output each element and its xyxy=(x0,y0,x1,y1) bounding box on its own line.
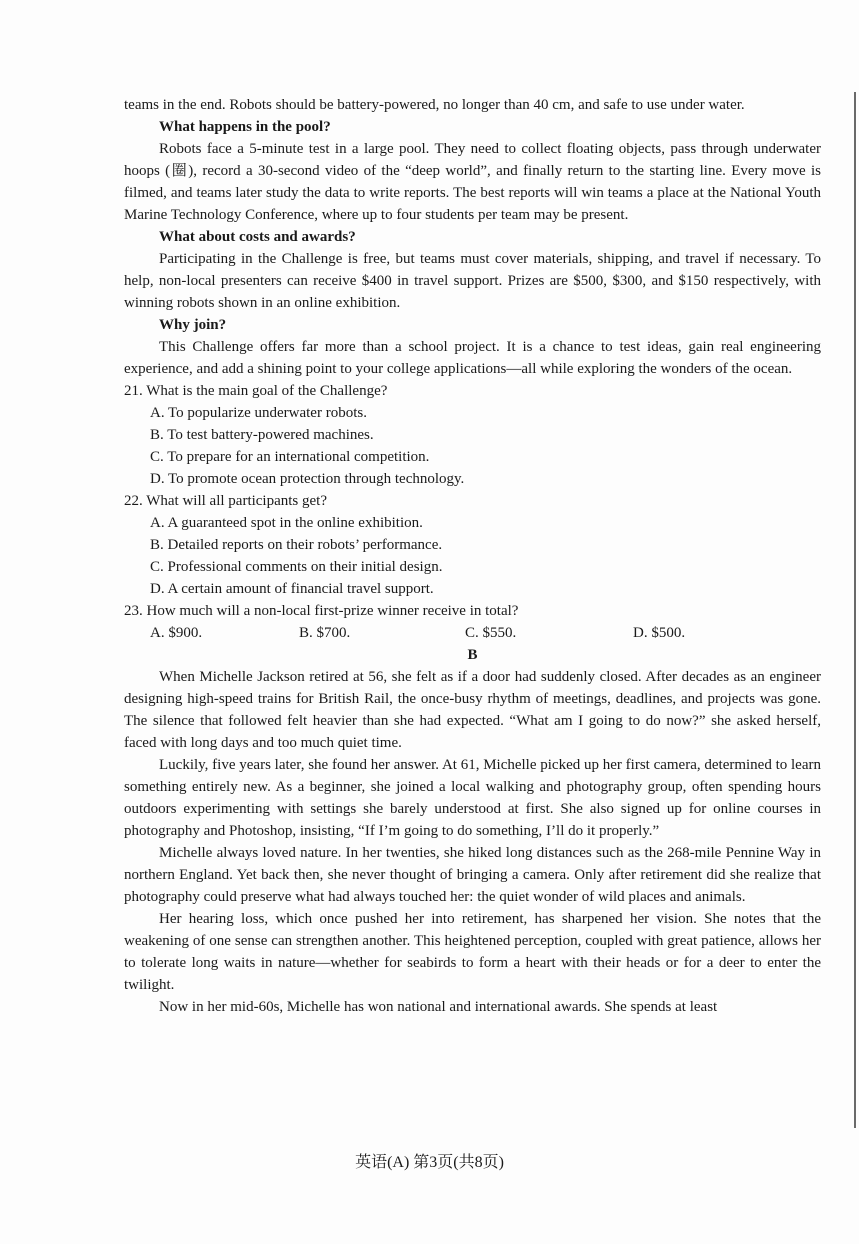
questions xyxy=(124,380,821,644)
question-22 xyxy=(124,490,821,600)
question-23 xyxy=(124,600,821,644)
passage-b-paragraph-3: Michelle always loved nature. In her twenties, she hiked long distances such as the 268-mile Pennine Way in northern England. Yet back then, she never thought of bringing a camera. Only after retirement did she realize that photography could preserve what had always touched her: the quiet wonder of wild places and animals. xyxy=(124,845,821,905)
options-row xyxy=(124,622,821,644)
option-c: C. To prepare for an international competition. xyxy=(150,449,430,465)
question-stem: 21. What is the main goal of the Challenge? xyxy=(124,383,388,399)
heading-costs: What about costs and awards? xyxy=(159,229,356,245)
heading-pool: What happens in the pool? xyxy=(159,119,331,135)
option-c: C. Professional comments on their initial design. xyxy=(150,559,443,575)
question-stem: 23. How much will a non-local first-prize winner receive in total? xyxy=(124,603,519,619)
option-b: B. $700. xyxy=(299,625,351,641)
passage-b-paragraph-1: When Michelle Jackson retired at 56, she felt as if a door had suddenly closed. After decades as an engineer designing high-speed trains for British Rail, the once-busy rhythm of meetings, deadlines, and projects was gone. The silence that followed felt heavier than she had expected. “What am I going to do now?” she asked herself, faced with long days and too much quiet time. xyxy=(124,669,821,751)
page-footer: 英语(A) 第3页(共8页) xyxy=(355,1154,504,1171)
question-21 xyxy=(124,380,821,490)
option-d: D. $500. xyxy=(633,625,686,641)
passage-a-intro-tail: teams in the end. Robots should be battery-powered, no longer than 40 cm, and safe to use under water. xyxy=(124,97,745,113)
paragraph-costs: Participating in the Challenge is free, but teams must cover materials, shipping, and travel if necessary. To help, non-local presenters can receive $400 in travel support. Prizes are $500, $300, and $150 respectively, with winning robots shown in an online exhibition. xyxy=(124,251,821,311)
page-edge-line xyxy=(854,92,856,1128)
document-body xyxy=(124,94,821,1018)
heading-join: Why join? xyxy=(159,317,227,333)
passage-b-paragraph-4: Her hearing loss, which once pushed her into retirement, has sharpened her vision. She notes that the weakening of one sense can strengthen another. This heightened perception, coupled with great patience, allows her to tolerate long waits in nature—whether for seabirds to form a heart with their heads or for a deer to enter the twilight. xyxy=(124,911,821,993)
paragraph-join: This Challenge offers far more than a school project. It is a chance to test ideas, gain real engineering experience, and add a shining point to your college applications—all while exploring the wonders of the ocean. xyxy=(124,339,821,377)
option-c: C. $550. xyxy=(465,625,517,641)
option-d: D. A certain amount of financial travel support. xyxy=(150,581,434,597)
option-a: A. $900. xyxy=(150,625,203,641)
paragraph-pool: Robots face a 5-minute test in a large pool. They need to collect floating objects, pass through underwater hoops (圈), record a 30-second video of the “deep world”, and finally return to the starting line. Every move is filmed, and teams later study the data to write reports. The best reports will win teams a place at the National Youth Marine Technology Conference, where up to four students per team may be present. xyxy=(124,141,821,223)
option-a: A. A guaranteed spot in the online exhibition. xyxy=(150,515,423,531)
question-stem: 22. What will all participants get? xyxy=(124,493,327,509)
passage-b-paragraph-2: Luckily, five years later, she found her answer. At 61, Michelle picked up her first camera, determined to learn something entirely new. As a beginner, she joined a local walking and photography group, often spending hours outdoors experimenting with settings she barely understood at first. She also signed up for online courses in photography and Photoshop, insisting, “If I’m going to do something, I’ll do it properly.” xyxy=(124,757,821,839)
passage-b-paragraph-5: Now in her mid-60s, Michelle has won national and international awards. She spends at least xyxy=(159,999,718,1015)
section-title-b: B xyxy=(467,647,478,663)
option-b: B. To test battery-powered machines. xyxy=(150,427,374,443)
option-d: D. To promote ocean protection through technology. xyxy=(150,471,465,487)
option-a: A. To popularize underwater robots. xyxy=(150,405,367,421)
option-b: B. Detailed reports on their robots’ performance. xyxy=(150,537,443,553)
